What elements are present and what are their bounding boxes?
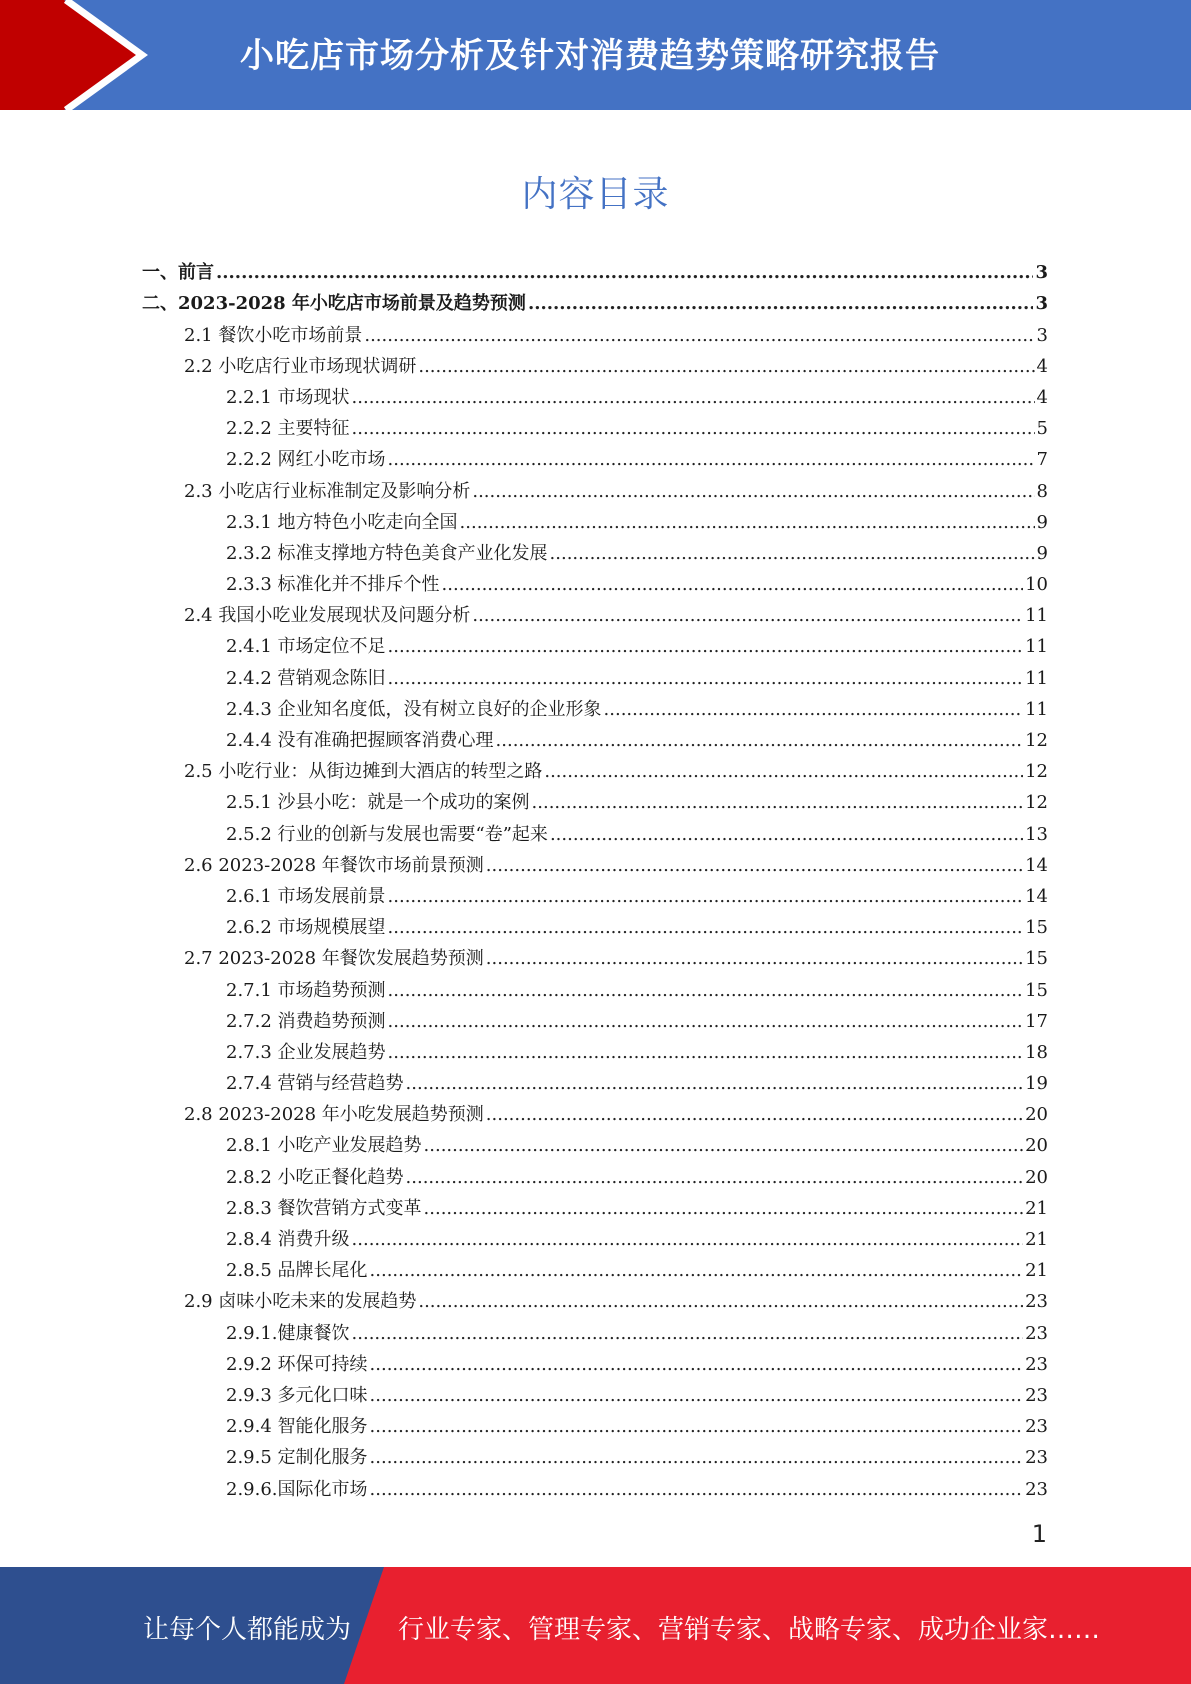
toc-entry-page: 23 bbox=[1025, 1353, 1048, 1375]
toc-dot-leader bbox=[486, 1103, 1023, 1127]
toc-dot-leader bbox=[352, 417, 1035, 441]
toc-dot-leader bbox=[352, 1228, 1024, 1252]
toc-entry-title: 2.3.3 标准化并不排斥个性 bbox=[226, 574, 440, 596]
toc-dot-leader bbox=[486, 947, 1023, 971]
toc-entry[interactable] bbox=[142, 1377, 1048, 1408]
toc-heading: 内容目录 bbox=[521, 174, 670, 215]
toc-entry[interactable] bbox=[142, 1408, 1048, 1439]
toc-entry-title: 2.6.1 市场发展前景 bbox=[226, 885, 386, 907]
toc-entry-page: 12 bbox=[1025, 792, 1048, 814]
toc-entry-title: 2.8.3 餐饮营销方式变革 bbox=[226, 1197, 422, 1219]
toc-dot-leader bbox=[550, 823, 1023, 847]
toc-entry-title: 二、2023-2028 年小吃店市场前景及趋势预测 bbox=[142, 293, 526, 315]
toc-entry-page: 23 bbox=[1025, 1291, 1048, 1313]
toc-dot-leader bbox=[528, 292, 1034, 316]
toc-entry-title: 2.4 我国小吃业发展现状及问题分析 bbox=[184, 605, 471, 627]
toc-entry-page: 9 bbox=[1036, 511, 1048, 533]
toc-dot-leader bbox=[424, 1134, 1024, 1158]
toc-entry-page: 14 bbox=[1025, 885, 1048, 907]
toc-dot-leader bbox=[424, 1197, 1024, 1221]
toc-entry[interactable] bbox=[142, 753, 1048, 784]
toc-entry[interactable] bbox=[142, 504, 1048, 535]
toc-entry-title: 2.8 2023-2028 年小吃发展趋势预测 bbox=[184, 1104, 484, 1126]
toc-dot-leader bbox=[216, 261, 1033, 285]
toc-dot-leader bbox=[406, 1166, 1024, 1190]
table-of-contents bbox=[142, 254, 1048, 1502]
footer-slogan-left: 让每个人都能成为 bbox=[143, 1615, 352, 1645]
toc-entry[interactable] bbox=[142, 1283, 1048, 1314]
toc-dot-leader bbox=[388, 667, 1024, 691]
toc-entry-title: 2.7.3 企业发展趋势 bbox=[226, 1041, 386, 1063]
toc-entry[interactable] bbox=[142, 254, 1048, 285]
toc-entry-title: 2.2.2 网红小吃市场 bbox=[226, 449, 386, 471]
toc-dot-leader bbox=[460, 511, 1035, 535]
toc-entry[interactable] bbox=[142, 1439, 1048, 1470]
toc-entry[interactable] bbox=[142, 878, 1048, 909]
toc-entry-page: 10 bbox=[1025, 574, 1048, 596]
toc-entry[interactable] bbox=[142, 441, 1048, 472]
toc-entry-title: 2.7.1 市场趋势预测 bbox=[226, 979, 386, 1001]
toc-dot-leader bbox=[370, 1384, 1024, 1408]
toc-entry[interactable] bbox=[142, 285, 1048, 316]
toc-entry[interactable] bbox=[142, 784, 1048, 815]
toc-entry-title: 2.9.6.国际化市场 bbox=[226, 1478, 368, 1500]
toc-entry-page: 18 bbox=[1025, 1041, 1048, 1063]
toc-entry[interactable] bbox=[142, 472, 1048, 503]
toc-dot-leader bbox=[388, 1010, 1024, 1034]
toc-dot-leader bbox=[496, 729, 1024, 753]
toc-entry-page: 3 bbox=[1036, 324, 1048, 346]
toc-entry-page: 15 bbox=[1025, 917, 1048, 939]
toc-entry[interactable] bbox=[142, 628, 1048, 659]
report-title: 小吃店市场分析及针对消费趋势策略研究报告 bbox=[240, 36, 940, 76]
toc-entry[interactable] bbox=[142, 410, 1048, 441]
toc-entry[interactable] bbox=[142, 1127, 1048, 1158]
toc-dot-leader bbox=[486, 854, 1023, 878]
toc-entry[interactable] bbox=[142, 1221, 1048, 1252]
toc-entry-title: 2.7.4 营销与经营趋势 bbox=[226, 1073, 404, 1095]
toc-entry-title: 2.9.4 智能化服务 bbox=[226, 1416, 368, 1438]
toc-entry-page: 15 bbox=[1025, 948, 1048, 970]
toc-entry-title: 2.7 2023-2028 年餐饮发展趋势预测 bbox=[184, 948, 484, 970]
toc-entry-page: 23 bbox=[1025, 1447, 1048, 1469]
toc-entry-page: 21 bbox=[1025, 1197, 1048, 1219]
toc-dot-leader bbox=[550, 542, 1035, 566]
header-banner bbox=[0, 0, 1191, 110]
chevron-arrow-icon bbox=[0, 0, 160, 110]
toc-dot-leader bbox=[388, 916, 1024, 940]
toc-entry[interactable] bbox=[142, 535, 1048, 566]
toc-entry-page: 5 bbox=[1036, 418, 1048, 440]
page-number: 1 bbox=[1031, 1520, 1047, 1548]
toc-dot-leader bbox=[418, 1290, 1023, 1314]
toc-entry[interactable] bbox=[142, 1346, 1048, 1377]
toc-dot-leader bbox=[388, 635, 1024, 659]
toc-entry-page: 12 bbox=[1025, 730, 1048, 751]
toc-entry-page: 8 bbox=[1036, 480, 1048, 502]
toc-dot-leader bbox=[388, 448, 1035, 472]
toc-entry[interactable] bbox=[142, 316, 1048, 347]
toc-entry-page: 19 bbox=[1025, 1073, 1048, 1095]
toc-dot-leader bbox=[442, 573, 1024, 597]
toc-entry[interactable] bbox=[142, 1252, 1048, 1283]
toc-entry-title: 2.8.4 消费升级 bbox=[226, 1229, 350, 1250]
toc-entry-page: 20 bbox=[1025, 1166, 1048, 1188]
toc-entry-page: 20 bbox=[1025, 1135, 1048, 1157]
toc-entry-page: 3 bbox=[1035, 262, 1048, 284]
toc-dot-leader bbox=[352, 386, 1035, 410]
toc-entry-title: 2.2 小吃店行业市场现状调研 bbox=[184, 355, 417, 377]
toc-entry[interactable] bbox=[142, 1034, 1048, 1065]
toc-dot-leader bbox=[544, 760, 1023, 784]
toc-entry[interactable] bbox=[142, 597, 1048, 628]
toc-entry-title: 2.4.1 市场定位不足 bbox=[226, 636, 386, 658]
toc-entry-page: 23 bbox=[1025, 1416, 1048, 1438]
toc-dot-leader bbox=[370, 1259, 1024, 1283]
toc-dot-leader bbox=[472, 604, 1023, 628]
toc-entry-title: 一、前言 bbox=[142, 262, 214, 284]
toc-entry-title: 2.5.2 行业的创新与发展也需要“卷”起来 bbox=[226, 823, 548, 845]
toc-entry-page: 23 bbox=[1025, 1322, 1048, 1344]
toc-entry-title: 2.8.5 品牌长尾化 bbox=[226, 1260, 368, 1282]
toc-entry-page: 3 bbox=[1035, 293, 1048, 315]
toc-entry-title: 2.4.4 没有准确把握顾客消费心理 bbox=[226, 730, 494, 751]
toc-entry-page: 9 bbox=[1036, 542, 1048, 564]
toc-entry-page: 13 bbox=[1025, 823, 1048, 845]
toc-entry-title: 2.9.2 环保可持续 bbox=[226, 1353, 368, 1375]
toc-entry-page: 4 bbox=[1036, 355, 1048, 377]
toc-entry[interactable] bbox=[142, 1096, 1048, 1127]
toc-entry-title: 2.3.1 地方特色小吃走向全国 bbox=[226, 511, 458, 533]
toc-entry[interactable] bbox=[142, 379, 1048, 410]
toc-entry-page: 7 bbox=[1036, 449, 1048, 471]
toc-entry-title: 2.3.2 标准支撑地方特色美食产业化发展 bbox=[226, 542, 548, 564]
toc-entry-title: 2.9.3 多元化口味 bbox=[226, 1384, 368, 1406]
toc-entry[interactable] bbox=[142, 691, 1048, 722]
toc-entry-title: 2.6 2023-2028 年餐饮市场前景预测 bbox=[184, 854, 484, 876]
toc-dot-leader bbox=[364, 324, 1034, 348]
toc-dot-leader bbox=[370, 1446, 1024, 1470]
toc-entry[interactable] bbox=[142, 566, 1048, 597]
toc-entry-title: 2.5.1 沙县小吃：就是一个成功的案例 bbox=[226, 792, 530, 814]
toc-entry-title: 2.9.1.健康餐饮 bbox=[226, 1322, 350, 1344]
toc-dot-leader bbox=[604, 698, 1024, 722]
toc-entry[interactable] bbox=[142, 1158, 1048, 1189]
toc-entry[interactable] bbox=[142, 847, 1048, 878]
toc-entry-page: 17 bbox=[1025, 1010, 1048, 1032]
toc-dot-leader bbox=[388, 979, 1024, 1003]
toc-entry-page: 14 bbox=[1025, 854, 1048, 876]
toc-dot-leader bbox=[388, 885, 1024, 909]
toc-entry-title: 2.8.2 小吃正餐化趋势 bbox=[226, 1166, 404, 1188]
toc-entry-page: 4 bbox=[1036, 386, 1048, 408]
toc-entry-page: 20 bbox=[1025, 1104, 1048, 1126]
toc-entry-page: 21 bbox=[1025, 1229, 1048, 1250]
toc-dot-leader bbox=[388, 1041, 1024, 1065]
toc-dot-leader bbox=[370, 1478, 1024, 1502]
toc-entry-title: 2.9.5 定制化服务 bbox=[226, 1447, 368, 1469]
toc-entry-page: 11 bbox=[1025, 605, 1048, 627]
toc-entry-title: 2.4.2 营销观念陈旧 bbox=[226, 667, 386, 689]
toc-entry[interactable] bbox=[142, 722, 1048, 753]
toc-dot-leader bbox=[418, 355, 1034, 379]
toc-dot-leader bbox=[370, 1353, 1024, 1377]
toc-entry-page: 11 bbox=[1025, 698, 1048, 720]
toc-entry-title: 2.3 小吃店行业标准制定及影响分析 bbox=[184, 480, 471, 502]
toc-entry-page: 23 bbox=[1025, 1384, 1048, 1406]
toc-entry[interactable] bbox=[142, 940, 1048, 971]
toc-dot-leader bbox=[532, 791, 1024, 815]
toc-entry[interactable] bbox=[142, 1003, 1048, 1034]
toc-entry-title: 2.2.1 市场现状 bbox=[226, 386, 350, 408]
toc-dot-leader bbox=[370, 1415, 1024, 1439]
toc-entry-title: 2.5 小吃行业：从街边摊到大酒店的转型之路 bbox=[184, 761, 543, 783]
toc-entry[interactable] bbox=[142, 1065, 1048, 1096]
toc-dot-leader bbox=[406, 1072, 1024, 1096]
toc-entry[interactable] bbox=[142, 348, 1048, 379]
toc-dot-leader bbox=[352, 1322, 1024, 1346]
toc-entry-page: 11 bbox=[1025, 667, 1048, 689]
toc-entry[interactable] bbox=[142, 909, 1048, 940]
toc-entry-title: 2.8.1 小吃产业发展趋势 bbox=[226, 1135, 422, 1157]
toc-entry[interactable] bbox=[142, 971, 1048, 1002]
toc-entry-page: 12 bbox=[1025, 761, 1048, 783]
toc-entry[interactable] bbox=[142, 1190, 1048, 1221]
toc-entry-title: 2.1 餐饮小吃市场前景 bbox=[184, 324, 363, 346]
toc-entry-title: 2.6.2 市场规模展望 bbox=[226, 917, 386, 939]
toc-entry[interactable] bbox=[142, 815, 1048, 846]
toc-entry[interactable] bbox=[142, 659, 1048, 690]
toc-entry-title: 2.9 卤味小吃未来的发展趋势 bbox=[184, 1291, 417, 1313]
toc-entry[interactable] bbox=[142, 1314, 1048, 1345]
toc-entry-title: 2.4.3 企业知名度低，没有树立良好的企业形象 bbox=[226, 698, 602, 720]
toc-entry-title: 2.7.2 消费趋势预测 bbox=[226, 1010, 386, 1032]
toc-entry-page: 11 bbox=[1025, 636, 1048, 658]
footer-banner bbox=[0, 1567, 1191, 1684]
toc-entry-title: 2.2.2 主要特征 bbox=[226, 418, 350, 440]
toc-entry-page: 23 bbox=[1025, 1478, 1048, 1500]
toc-dot-leader bbox=[472, 480, 1034, 504]
toc-entry[interactable] bbox=[142, 1470, 1048, 1501]
toc-entry-page: 15 bbox=[1025, 979, 1048, 1001]
toc-entry-page: 21 bbox=[1025, 1260, 1048, 1282]
footer-slogan-right: 行业专家、管理专家、营销专家、战略专家、成功企业家…… bbox=[398, 1615, 1101, 1645]
